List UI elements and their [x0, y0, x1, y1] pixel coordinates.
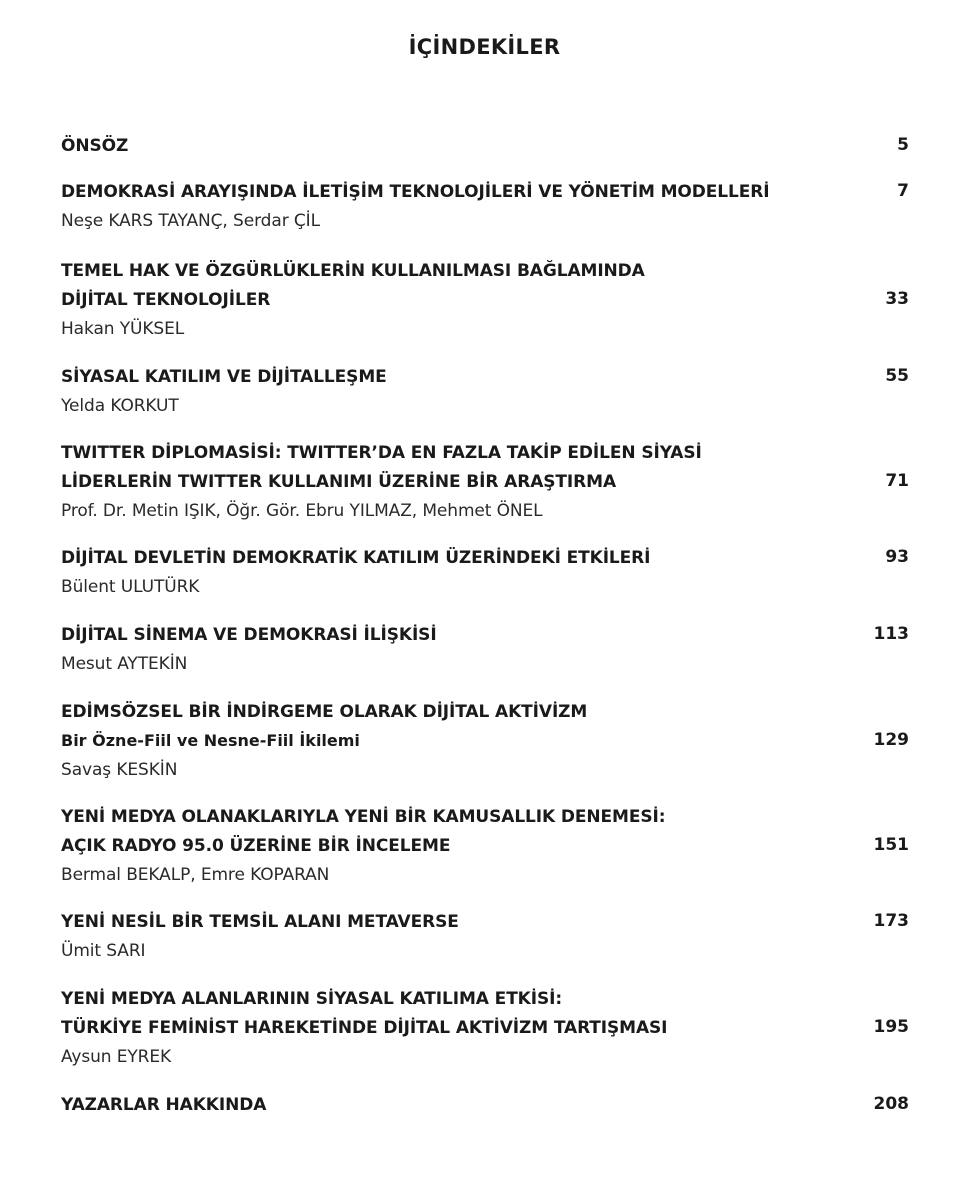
entry-line — [61, 131, 909, 160]
entry-authors: Prof. Dr. Metin IŞIK, Öğr. Gör. Ebru YILMAZ, Mehmet ÖNEL — [61, 501, 543, 521]
page-number: 195 — [873, 1017, 909, 1037]
entry-line — [61, 206, 909, 235]
page-number: 208 — [873, 1094, 909, 1114]
entry-authors: Bermal BEKALP, Emre KOPARAN — [61, 865, 330, 885]
toc-entry[interactable] — [61, 697, 909, 784]
page-number: 173 — [873, 911, 909, 931]
entry-authors: Mesut AYTEKİN — [61, 654, 188, 674]
toc-entry[interactable] — [61, 907, 909, 965]
entry-line — [61, 802, 909, 831]
entry-subtitle: Bir Özne-Fiil ve Nesne-Fiil İkilemi — [61, 731, 360, 750]
entry-title: LİDERLERİN TWITTER KULLANIMI ÜZERİNE BİR ARAŞTIRMA — [61, 472, 617, 492]
toc-entry[interactable] — [61, 620, 909, 678]
entry-authors: Hakan YÜKSEL — [61, 319, 185, 339]
entry-line — [61, 438, 909, 467]
entry-line — [61, 362, 909, 391]
entry-line — [61, 391, 909, 420]
entry-title: EDİMSÖZSEL BİR İNDİRGEME OLARAK DİJİTAL AKTİVİZM — [61, 702, 588, 722]
toc-entry[interactable] — [61, 362, 909, 420]
entry-title: TÜRKİYE FEMİNİST HAREKETİNDE DİJİTAL AKTİVİZM TARTIŞMASI — [61, 1018, 668, 1038]
entry-title: YENİ NESİL BİR TEMSİL ALANI METAVERSE — [61, 912, 459, 932]
entry-title: DİJİTAL DEVLETİN DEMOKRATİK KATILIM ÜZERİNDEKİ ETKİLERİ — [61, 548, 651, 568]
entry-line — [61, 1090, 909, 1119]
page-number: 129 — [873, 730, 909, 750]
entry-line — [61, 620, 909, 649]
entry-line — [61, 572, 909, 601]
toc-entry[interactable] — [61, 984, 909, 1071]
entry-title: YAZARLAR HAKKINDA — [61, 1095, 267, 1115]
entry-authors: Savaş KESKİN — [61, 760, 178, 780]
entry-authors: Neşe KARS TAYANÇ, Serdar ÇİL — [61, 211, 320, 231]
toc-entry[interactable] — [61, 131, 909, 160]
entry-line — [61, 177, 909, 206]
entry-title: ÖNSÖZ — [61, 136, 129, 156]
entry-authors: Ümit SARI — [61, 941, 146, 961]
entry-line — [61, 697, 909, 726]
entry-line — [61, 860, 909, 889]
toc-entry[interactable] — [61, 543, 909, 601]
toc-entry[interactable] — [61, 177, 909, 235]
entry-title: SİYASAL KATILIM VE DİJİTALLEŞME — [61, 367, 387, 387]
entry-line — [61, 649, 909, 678]
entry-title: YENİ MEDYA OLANAKLARIYLA YENİ BİR KAMUSALLIK DENEMESİ: — [61, 807, 666, 827]
entry-line — [61, 831, 909, 860]
entry-line — [61, 314, 909, 343]
entry-line — [61, 256, 909, 285]
entry-line — [61, 496, 909, 525]
entry-line — [61, 1042, 909, 1071]
page-number: 7 — [897, 181, 909, 201]
entry-line — [61, 755, 909, 784]
entry-line — [61, 285, 909, 314]
page-number: 55 — [885, 366, 909, 386]
entry-line — [61, 907, 909, 936]
toc-entry[interactable] — [61, 802, 909, 889]
page-number: 93 — [885, 547, 909, 567]
page-title: İÇİNDEKİLER — [408, 35, 561, 59]
entry-line — [61, 543, 909, 572]
entry-title: DİJİTAL SİNEMA VE DEMOKRASİ İLİŞKİSİ — [61, 625, 437, 645]
entry-authors: Bülent ULUTÜRK — [61, 577, 200, 597]
entry-line — [61, 936, 909, 965]
page-number: 5 — [897, 135, 909, 155]
entry-authors: Aysun EYREK — [61, 1047, 172, 1067]
entry-line — [61, 1013, 909, 1042]
entry-line — [61, 726, 909, 755]
entry-title: AÇIK RADYO 95.0 ÜZERİNE BİR İNCELEME — [61, 836, 451, 856]
page-number: 151 — [873, 835, 909, 855]
entry-line — [61, 984, 909, 1013]
entry-title: TWITTER DİPLOMASİSİ: TWITTER’DA EN FAZLA TAKİP EDİLEN SİYASİ — [61, 443, 702, 463]
toc-entry[interactable] — [61, 1090, 909, 1119]
toc-entry[interactable] — [61, 256, 909, 343]
page-number: 33 — [885, 289, 909, 309]
entry-authors: Yelda KORKUT — [61, 396, 179, 416]
entry-title: DEMOKRASİ ARAYIŞINDA İLETİŞİM TEKNOLOJİLERİ VE YÖNETİM MODELLERİ — [61, 182, 770, 202]
entry-title: DİJİTAL TEKNOLOJİLER — [61, 290, 271, 310]
entry-line — [61, 467, 909, 496]
entry-title: YENİ MEDYA ALANLARININ SİYASAL KATILIMA ETKİSİ: — [61, 989, 563, 1009]
page-number: 71 — [885, 471, 909, 491]
toc-entry[interactable] — [61, 438, 909, 525]
entry-title: TEMEL HAK VE ÖZGÜRLÜKLERİN KULLANILMASI BAĞLAMINDA — [61, 261, 645, 281]
page-number: 113 — [873, 624, 909, 644]
